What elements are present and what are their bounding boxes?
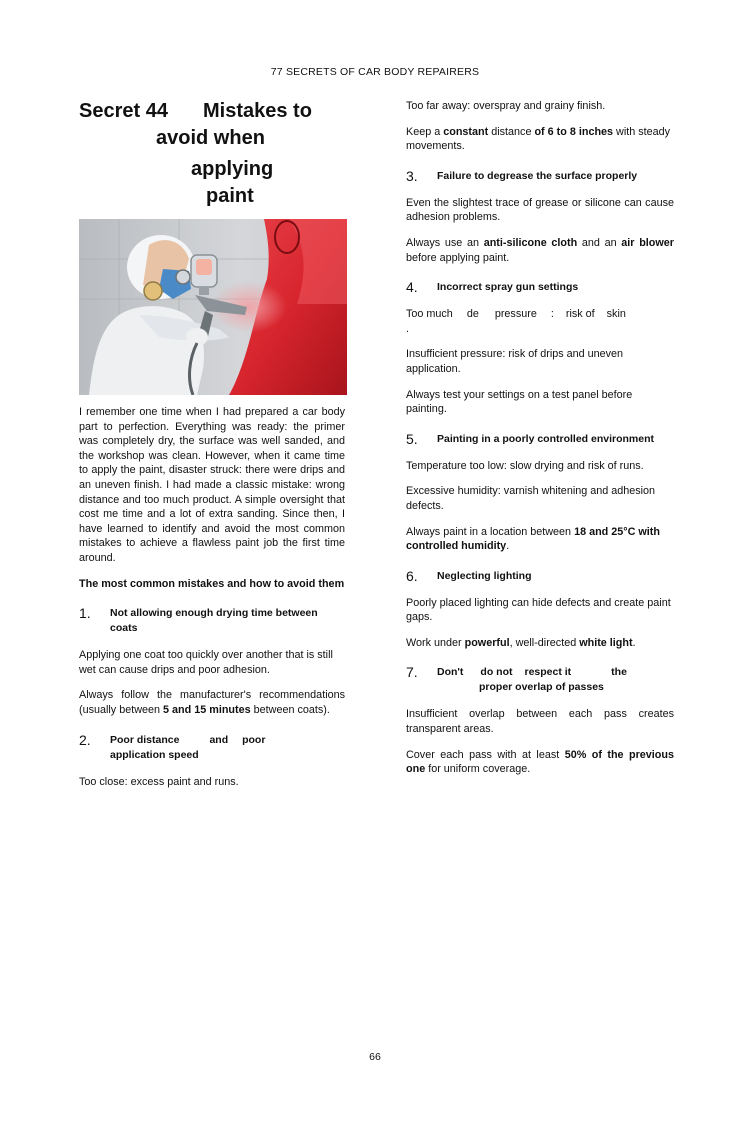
- page-title: [79, 98, 345, 210]
- right-column: [406, 98, 674, 788]
- mistake-2-text-1: Too close: excess paint and runs.: [79, 775, 239, 788]
- mistake-1-text-2: Always follow the manufacturer's recommendations (usually between 5 and 15 minutes between coats).: [79, 689, 345, 716]
- mistake-3-text-1: Even the slightest trace of grease or silicone can cause adhesion problems.: [406, 196, 674, 224]
- title-line-1: Mistakes to: [203, 100, 312, 122]
- left-column: [79, 98, 345, 800]
- mistake-5-heading: [406, 431, 674, 447]
- mistake-3-heading: [406, 168, 674, 184]
- mistake-1-text-1: Applying one coat too quickly over another that is still wet can cause drips and poor adhesion.: [79, 649, 333, 676]
- mistake-4-text-2: Insufficient pressure: risk of drips and uneven application.: [406, 348, 624, 375]
- running-header: 77 SECRETS OF CAR BODY REPAIRERS: [270, 66, 480, 78]
- mistake-6-text-1: Poorly placed lighting can hide defects and create paint gaps.: [406, 596, 671, 624]
- title-line-3: applying: [191, 158, 274, 180]
- title-line-2: avoid when: [156, 127, 265, 149]
- list-number: 3.: [406, 167, 418, 184]
- list-number: 1.: [79, 605, 91, 622]
- section-subheading: The most common mistakes and how to avoid them: [79, 577, 345, 590]
- mistake-4-heading: [406, 279, 674, 295]
- mistake-title: Not allowing enough drying time between coats: [110, 607, 318, 635]
- mistake-title: Poor distance and poor application speed: [110, 733, 266, 761]
- mistake-7-text-2: Cover each pass with at least 50% of the previous one for uniform coverage.: [406, 748, 675, 776]
- mistake-2-heading: [79, 732, 345, 763]
- mistake-title: Don't do not respect it the proper overlap of passes: [437, 666, 627, 694]
- list-number: 7.: [406, 664, 418, 681]
- mistake-title: Neglecting lighting: [437, 569, 532, 582]
- mistake-title: Incorrect spray gun settings: [437, 281, 579, 294]
- mistake-title: Failure to degrease the surface properly: [437, 169, 638, 182]
- mistake-7-text-1: Insufficient overlap between each pass creates transparent areas.: [406, 708, 674, 736]
- mistake-2-text-2: Too far away: overspray and grainy finish.: [406, 100, 606, 112]
- mistake-4-text-1: Too much de pressure : risk of skin .: [406, 308, 626, 335]
- mistake-3-text-2: Always use an anti-silicone cloth and an air blower before applying paint.: [406, 236, 674, 264]
- secret-number: Secret 44: [79, 100, 168, 122]
- intro-paragraph: I remember one time when I had prepared a car body part to perfection. Everything was ready: the primer was completely dry, the surface was well sanded, and the workshop was clean. However, when it came time to apply the paint, disaster struck: there were drips and an uneven finish. I had made a classic mistake: wrong distance and too much product. A simple oversight that cost me time and a lot of extra sanding. Since then, I have learned to identify and avoid the most common mistakes to achieve a flawless paint job the first time around.: [79, 406, 345, 564]
- list-number: 6.: [406, 567, 418, 584]
- list-number: 5.: [406, 430, 418, 447]
- list-number: 4.: [406, 279, 418, 296]
- mistake-title: Painting in a poorly controlled environment: [437, 432, 655, 445]
- title-line-4: paint: [206, 185, 254, 207]
- mistake-6-text-2: Work under powerful, well-directed white light.: [406, 636, 636, 649]
- list-number: 2.: [79, 731, 91, 748]
- spray-painter-photo: [79, 219, 347, 395]
- mistake-1-heading: [79, 605, 345, 636]
- mistake-4-text-3: Always test your settings on a test panel before painting.: [406, 388, 633, 416]
- mistake-5-text-1: Temperature too low: slow drying and risk of runs.: [406, 459, 644, 472]
- mistake-2-text-3: Keep a constant distance of 6 to 8 inches with steady movements.: [406, 125, 671, 153]
- mistake-6-heading: [406, 568, 674, 584]
- mistake-5-text-2: Excessive humidity: varnish whitening and adhesion defects.: [406, 485, 656, 512]
- page-number: 66: [369, 1051, 381, 1063]
- mistake-7-heading: [406, 664, 674, 695]
- mistake-5-text-3: Always paint in a location between 18 and 25°C with controlled humidity.: [406, 525, 660, 553]
